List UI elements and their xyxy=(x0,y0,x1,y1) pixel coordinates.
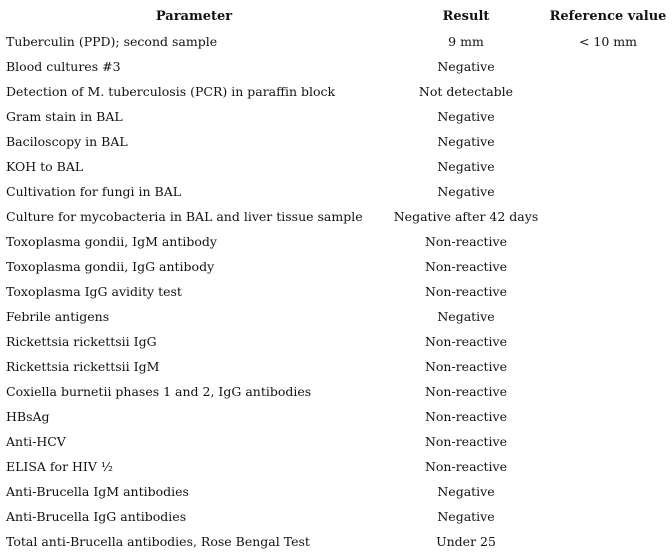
parameter-cell: Baciloscopy in BAL xyxy=(6,134,128,149)
table-row xyxy=(0,254,672,279)
table-row xyxy=(0,104,672,129)
reference-value-cell xyxy=(544,329,672,354)
header-result: Result xyxy=(442,9,490,24)
parameter-cell: Febrile antigens xyxy=(6,309,110,324)
reference-value-cell xyxy=(544,229,672,254)
result-cell: Negative xyxy=(437,159,495,174)
result-cell: Non-reactive xyxy=(424,334,508,349)
result-cell: Non-reactive xyxy=(424,359,508,374)
reference-value-cell xyxy=(544,379,672,404)
table-row xyxy=(0,354,672,379)
result-cell: Negative after 42 days xyxy=(393,209,539,224)
parameter-cell: Anti-HCV xyxy=(6,434,66,449)
parameter-cell: Toxoplasma gondii, IgG antibody xyxy=(6,259,215,274)
table-row xyxy=(0,179,672,204)
parameter-cell: Coxiella burnetii phases 1 and 2, IgG antibodies xyxy=(6,384,312,399)
table-row xyxy=(0,404,672,429)
table-row xyxy=(0,229,672,254)
reference-value-cell: < 10 mm xyxy=(578,34,638,49)
result-cell: Under 25 xyxy=(436,534,496,549)
result-cell: Negative xyxy=(437,309,495,324)
table-row xyxy=(0,304,672,329)
reference-value-cell xyxy=(544,254,672,279)
lab-results-table xyxy=(0,4,672,554)
reference-value-cell xyxy=(544,54,672,79)
table-row xyxy=(0,204,672,229)
parameter-cell: Detection of M. tuberculosis (PCR) in paraffin block xyxy=(6,84,336,99)
result-cell: Negative xyxy=(437,134,495,149)
header-row xyxy=(0,4,672,29)
parameter-cell: Cultivation for fungi in BAL xyxy=(6,184,182,199)
result-cell: 9 mm xyxy=(448,34,484,49)
parameter-cell: ELISA for HIV ½ xyxy=(6,459,113,474)
parameter-cell: Toxoplasma IgG avidity test xyxy=(6,284,182,299)
table-row xyxy=(0,129,672,154)
parameter-cell: Tuberculin (PPD); second sample xyxy=(6,34,218,49)
reference-value-cell xyxy=(544,154,672,179)
reference-value-cell xyxy=(544,529,672,554)
reference-value-cell xyxy=(544,429,672,454)
result-cell: Non-reactive xyxy=(424,284,508,299)
parameter-cell: Blood cultures #3 xyxy=(6,59,121,74)
reference-value-cell xyxy=(544,104,672,129)
parameter-cell: HBsAg xyxy=(6,409,50,424)
result-cell: Non-reactive xyxy=(424,459,508,474)
table-row xyxy=(0,479,672,504)
table-row xyxy=(0,379,672,404)
parameter-cell: Culture for mycobacteria in BAL and liver tissue sample xyxy=(6,209,363,224)
table-row xyxy=(0,54,672,79)
parameter-cell: Total anti-Brucella antibodies, Rose Bengal Test xyxy=(6,534,310,549)
reference-value-cell xyxy=(544,479,672,504)
result-cell: Negative xyxy=(437,184,495,199)
result-cell: Negative xyxy=(437,109,495,124)
result-cell: Non-reactive xyxy=(424,234,508,249)
reference-value-cell xyxy=(544,454,672,479)
parameter-cell: Anti-Brucella IgM antibodies xyxy=(6,484,189,499)
result-cell: Negative xyxy=(437,59,495,74)
reference-value-cell xyxy=(544,279,672,304)
header-reference-value: Reference value xyxy=(549,9,667,24)
result-cell: Negative xyxy=(437,484,495,499)
result-cell: Non-reactive xyxy=(424,434,508,449)
reference-value-cell xyxy=(544,129,672,154)
result-cell: Non-reactive xyxy=(424,409,508,424)
result-cell: Negative xyxy=(437,509,495,524)
parameter-cell: Rickettsia rickettsii IgM xyxy=(6,359,160,374)
parameter-cell: Toxoplasma gondii, IgM antibody xyxy=(6,234,217,249)
table-row xyxy=(0,504,672,529)
parameter-cell: Gram stain in BAL xyxy=(6,109,123,124)
parameter-cell: Anti-Brucella IgG antibodies xyxy=(6,509,187,524)
result-cell: Not detectable xyxy=(418,84,514,99)
header-parameter: Parameter xyxy=(155,9,233,24)
table-row xyxy=(0,329,672,354)
table-row xyxy=(0,529,672,554)
table-row xyxy=(0,279,672,304)
parameter-cell: Rickettsia rickettsii IgG xyxy=(6,334,157,349)
reference-value-cell xyxy=(544,354,672,379)
reference-value-cell xyxy=(544,179,672,204)
reference-value-cell xyxy=(544,304,672,329)
reference-value-cell xyxy=(544,404,672,429)
reference-value-cell xyxy=(544,79,672,104)
reference-value-cell xyxy=(544,504,672,529)
table-row xyxy=(0,454,672,479)
table-row xyxy=(0,79,672,104)
parameter-cell: KOH to BAL xyxy=(6,159,84,174)
table-row xyxy=(0,154,672,179)
table-row xyxy=(0,29,672,54)
reference-value-cell xyxy=(544,204,672,229)
result-cell: Non-reactive xyxy=(424,259,508,274)
result-cell: Non-reactive xyxy=(424,384,508,399)
table-row xyxy=(0,429,672,454)
